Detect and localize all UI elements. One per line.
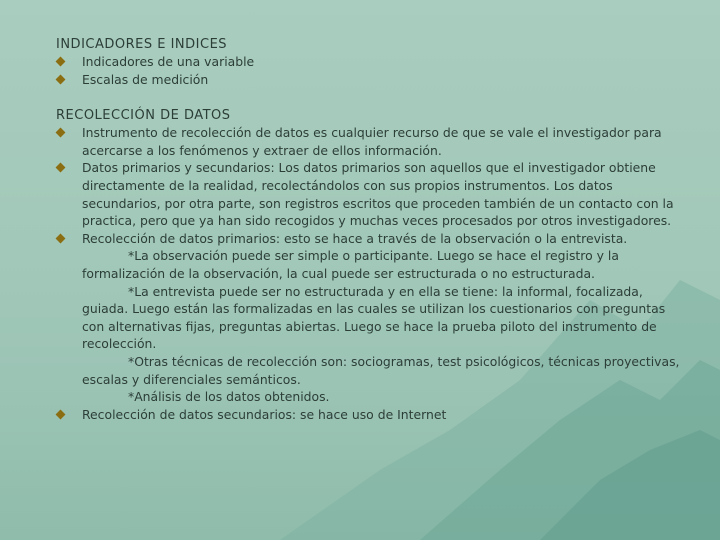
sub-paragraph-otras-tecnicas: *Otras técnicas de recolección son: sociogramas, test psicológicos, técnicas proyectivas, escalas y diferenciales semánticos. (82, 353, 680, 387)
sub-paragraph-observacion: *La observación puede ser simple o participante. Luego se hace el registro y la formalización de la observación, la cual puede ser estructurada o no estructurada. (82, 248, 619, 281)
indicadores-list (56, 53, 690, 88)
list-item: Recolección de datos secundarios: se hace uso de Internet (56, 406, 690, 424)
diamond-bullet-icon (56, 163, 66, 173)
section-heading-recoleccion: RECOLECCIÓN DE DATOS (56, 108, 231, 124)
list-item: Datos primarios y secundarios: Los datos primarios son aquellos que el investigador obtiene directamente de la realidad, recolectándolos con sus propios instrumentos. Los datos secundarios, por otra parte, son registros escritos que proceden también de un contacto con la practica, pero que ya han sido recogidos y muchas veces procesados por otros investigadores. (56, 159, 690, 229)
list-item: Escalas de medición (56, 71, 690, 89)
list-item: Instrumento de recolección de datos es cualquier recurso de que se vale el investigador para acercarse a los fenómenos y extraer de ellos información. (56, 124, 690, 159)
section-heading-indicadores: INDICADORES E INDICES (56, 37, 228, 52)
diamond-bullet-icon (56, 409, 66, 419)
diamond-bullet-icon (56, 57, 66, 67)
diamond-bullet-icon (56, 128, 66, 138)
slide-content (56, 36, 690, 423)
diamond-bullet-icon (56, 74, 66, 84)
sub-paragraph-entrevista: *La entrevista puede ser no estructurada y en ella se tiene: la informal, focalizada, guiada. Luego están las formalizadas en las cuales se utilizan los cuestionarios con preguntas con alternativas fijas, preguntas abiertas. Luego se hace la prueba piloto del instrumento de recolección. (82, 283, 666, 352)
recoleccion-list (56, 124, 690, 423)
list-item: Recolección de datos primarios: esto se hace a través de la observación o la entrevista. *La observación puede ser simple o participante. Luego se hace el registro y la formalización de la observación, la cual puede ser estructurada o no estructurada. *La entrevista puede ser no estructurada y en ella se tiene: la informal, focalizada, guiada. Luego están las formalizadas en las cuales se utilizan los cuestionarios con preguntas con alternativas fijas, preguntas abiertas. Luego se hace la prueba piloto del instrumento de recolección. *Otras técnicas de recolección son: sociogramas, test psicológicos, técnicas proyectivas, escalas y diferenciales semánticos. *Análisis de los datos obtenidos. (56, 230, 690, 406)
diamond-bullet-icon (56, 233, 66, 243)
sub-paragraph-analisis: *Análisis de los datos obtenidos. (128, 389, 330, 405)
list-item: Indicadores de una variable (56, 53, 690, 71)
